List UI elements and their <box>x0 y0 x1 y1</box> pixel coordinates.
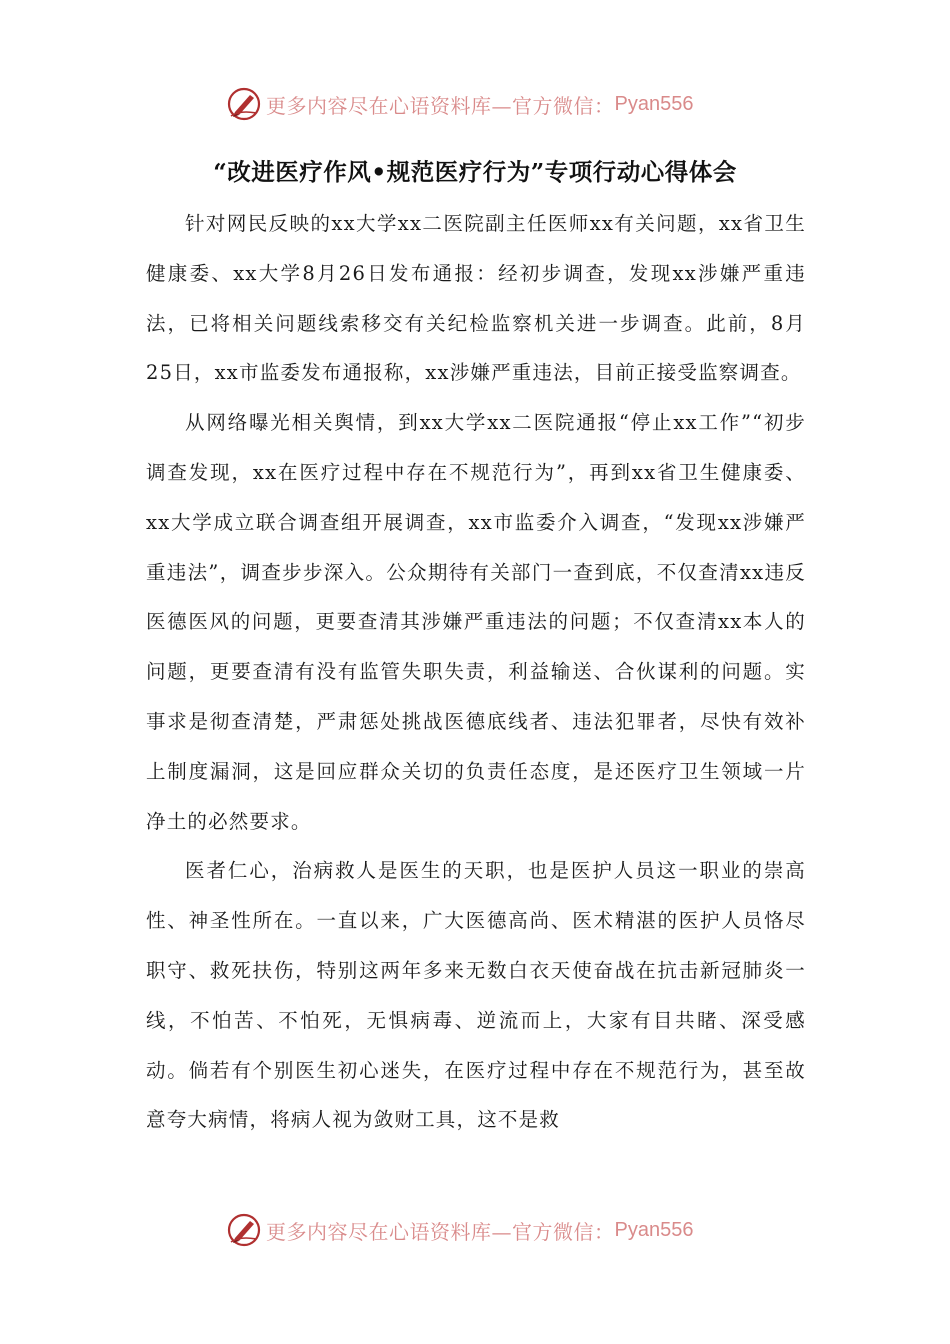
banner-text: 更多内容尽在心语资料库—官方微信： <box>266 93 615 118</box>
paragraph: 医者仁心，治病救人是医生的天职，也是医护人员这一职业的崇高性、神圣性所在。一直以来，广大医德高尚、医术精湛的医护人员恪尽职守、救死扶伤，特别这两年多来无数白衣天使奋战在抗击新冠肺炎一线，不怕苦、不怕死，无惧病毒、逆流而上，大家有目共睹、深受感动。倘若有个别医生初心迷失，在医疗过程中存在不规范行为，甚至故意夸大病情，将病人视为敛财工具，这不是救 <box>146 859 806 1132</box>
pen-circle-logo-icon <box>226 1212 262 1248</box>
document-body <box>146 199 806 1145</box>
paragraph: 从网络曝光相关舆情，到xx大学xx二医院通报“停止xx工作”“初步调查发现，xx在医疗过程中存在不规范行为”，再到xx省卫生健康委、xx大学成立联合调查组开展调查，xx市监委介入调查，“发现xx涉嫌严重违法”，调查步步深入。公众期待有关部门一查到底，不仅查清xx违反医德医风的问题，更要查清其涉嫌严重违法的问题；不仅查清xx本人的问题，更要查清有没有监管失职失责，利益输送、合伙谋利的问题。实事求是彻查清楚，严肃惩处挑战医德底线者、违法犯罪者，尽快有效补上制度漏洞，这是回应群众关切的负责任态度，是还医疗卫生领域一片净土的必然要求。 <box>146 411 806 833</box>
banner-wechat-id: Pyan556 <box>614 1218 694 1241</box>
paragraph: 针对网民反映的xx大学xx二医院副主任医师xx有关问题，xx省卫生健康委、xx大学8月26日发布通报：经初步调查，发现xx涉嫌严重违法，已将相关问题线索移交有关纪检监察机关进一步调查。此前，8月25日，xx市监委发布通报称，xx涉嫌严重违法，目前正接受监察调查。 <box>146 212 806 385</box>
banner-text: 更多内容尽在心语资料库—官方微信： <box>266 1219 615 1244</box>
header-watermark-banner <box>226 84 746 124</box>
document-title: “改进医疗作风•规范医疗行为”专项行动心得体会 <box>213 158 737 186</box>
banner-wechat-id: Pyan556 <box>614 92 694 115</box>
pen-circle-logo-icon <box>226 86 262 122</box>
footer-watermark-banner <box>226 1210 746 1250</box>
